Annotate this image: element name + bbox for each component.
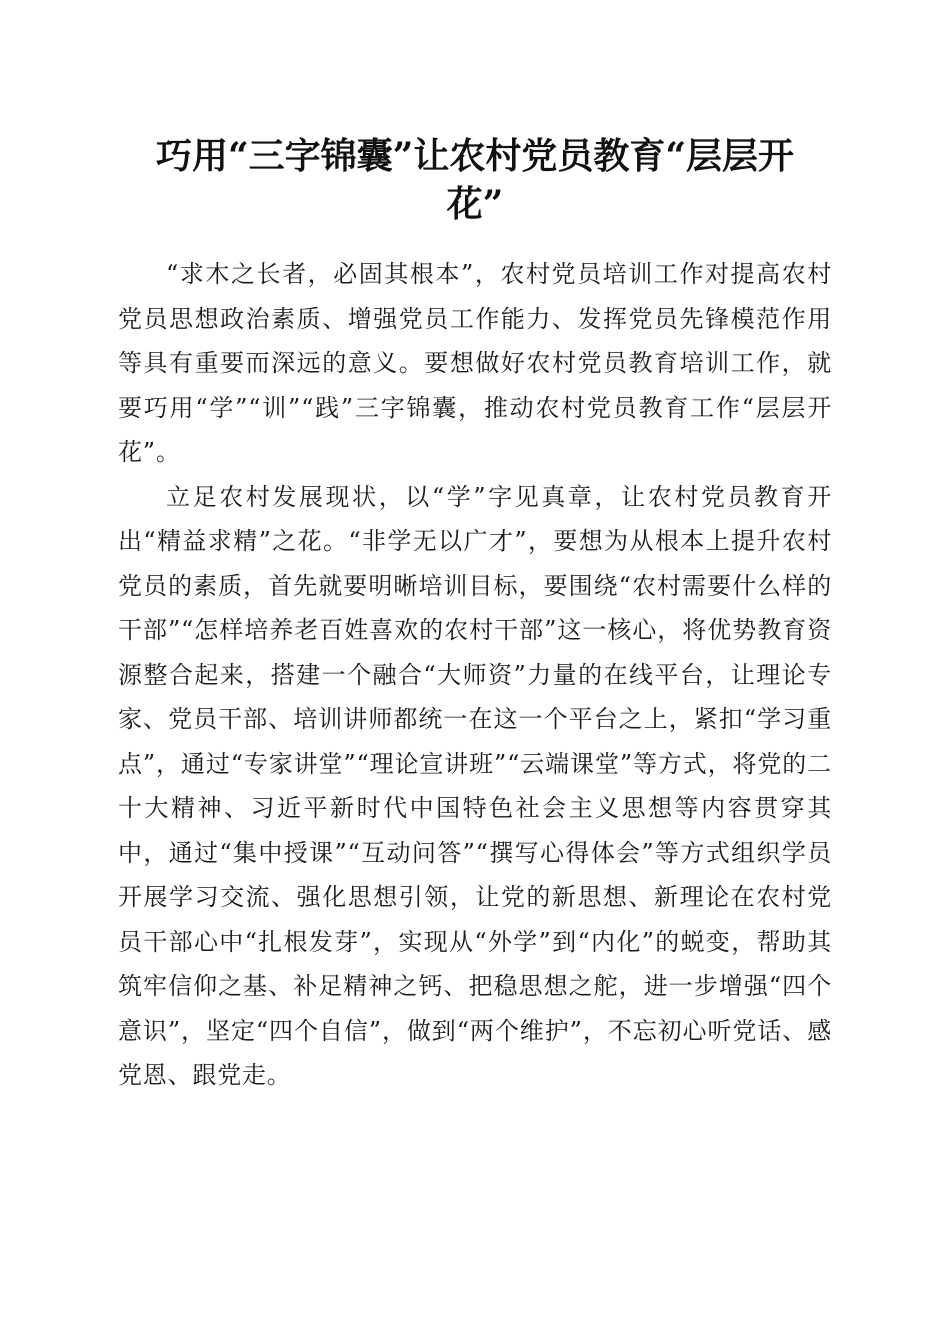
paragraph-intro: “求木之长者，必固其根本”，农村党员培训工作对提高农村党员思想政治素质、增强党员工作能力、发挥党员先锋模范作用等具有重要而深远的意义。要想做好农村党员教育培训工作，就要巧用“学”“训”“践”三字锦囊，推动农村党员教育工作“层层开花”。 bbox=[118, 260, 832, 466]
paragraph-study: 立足农村发展现状，以“学”字见真章，让农村党员教育开出“精益求精”之花。“非学无以广才”，要想为从根本上提升农村党员的素质，首先就要明晰培训目标，要围绕“农村需要什么样的干部”“怎样培养老百姓喜欢的农村干部”这一核心，将优势教育资源整合起来，搭建一个融合“大师资”力量的在线平台，让理论专家、党员干部、培训讲师都统一在这一个平台之上，紧扣“学习重点”，通过“专家讲堂”“理论宣讲班”“云端课堂”等方式，将党的二十大精神、习近平新时代中国特色社会主义思想等内容贯穿其中，通过“集中授课”“互动问答”“撰写心得体会”等方式组织学员开展学习交流、强化思想引领，让党的新思想、新理论在农村党员干部心中“扎根发芽”，实现从“外学”到“内化”的蜕变，帮助其筑牢信仰之基、补足精神之钙、把稳思想之舵，进一步增强“四个意识”，坚定“四个自信”，做到“两个维护”，不忘初心听党话、感党恩、跟党走。 bbox=[118, 482, 832, 1089]
document-title: 巧用“三字锦囊”让农村党员教育“层层开花” bbox=[155, 135, 795, 225]
document-body bbox=[118, 252, 832, 1098]
